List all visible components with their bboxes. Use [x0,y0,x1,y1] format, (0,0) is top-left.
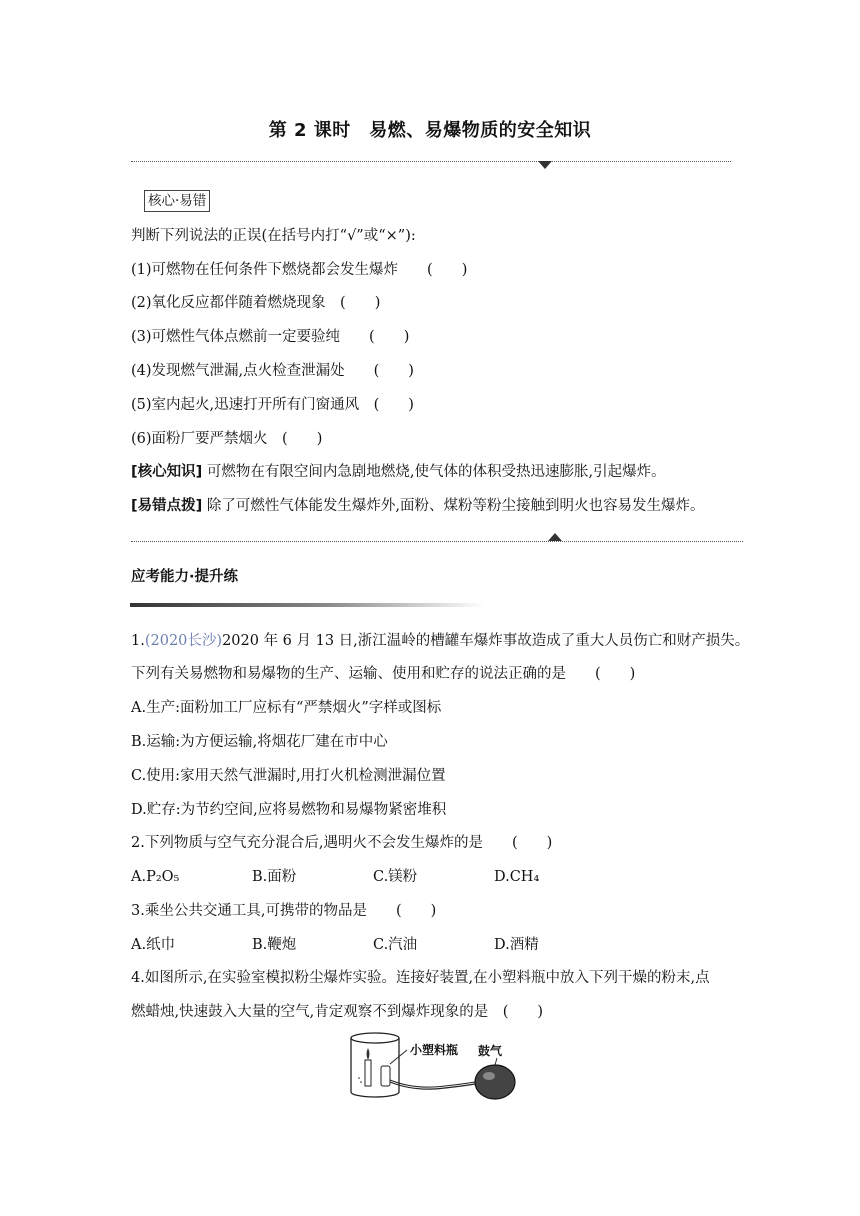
q2-option-b: B.面粉 [252,869,297,885]
section-divider [131,541,743,542]
judgement-item-2: (2)氧化反应都伴随着燃烧现象 ( ) [131,295,381,311]
q3-option-d: D.酒精 [494,937,539,953]
divider-marker-down [538,161,552,169]
core-knowledge [131,462,666,482]
error-tip-text: 除了可燃性气体能发生爆炸外,面粉、煤粉等粉尘接触到明火也容易发生爆炸。 [206,498,705,514]
judgement-item-6: (6)面粉厂要严禁烟火 ( ) [131,431,323,447]
section-label-practice: 应考能力·提升练 [131,569,239,585]
q1-option-d: D.贮存:为节约空间,应将易燃物和易爆物紧密堆积 [131,802,447,818]
judgement-item-1: (1)可燃物在任何条件下燃烧都会发生爆炸 ( ) [131,262,468,278]
figure-label-bottle: 小塑料瓶 [410,1043,459,1057]
q2-option-a: A.P₂O₅ [131,869,180,885]
q2-option-d: D.CH₄ [494,869,540,885]
q3-stem: 3.乘坐公共交通工具,可携带的物品是 ( ) [131,903,437,919]
apparatus-figure [345,1030,535,1105]
q3-option-a: A.纸巾 [131,937,176,953]
core-knowledge-label: [核心知识] [131,464,203,480]
q1-source: (2020长沙) [144,633,223,649]
figure-label-air: 鼓气 [478,1044,503,1058]
judgement-item-4: (4)发现燃气泄漏,点火检查泄漏处 ( ) [131,363,414,379]
q1-option-a: A.生产:面粉加工厂应标有“严禁烟火”字样或图标 [131,700,442,716]
q1-line2: 下列有关易燃物和易爆物的生产、运输、使用和贮存的说法正确的是 ( ) [131,666,636,682]
q1-line1 [131,631,749,651]
q4-line1: 4.如图所示,在实验室模拟粉尘爆炸实验。连接好装置,在小塑料瓶中放入下列干燥的粉末,点 [131,970,710,986]
q1-number: 1. [131,633,145,649]
judgement-item-5: (5)室内起火,迅速打开所有门窗通风 ( ) [131,397,414,413]
core-knowledge-text: 可燃物在有限空间内急剧地燃烧,使气体的体积受热迅速膨胀,引起爆炸。 [206,464,666,480]
section-label-core: 核心·易错 [144,190,210,212]
q2-option-c: C.镁粉 [373,869,418,885]
q3-option-b: B.鞭炮 [252,937,297,953]
instruction-text: 判断下列说法的正误(在括号内打“√”或“×”): [131,228,416,244]
q1-option-c: C.使用:家用天然气泄漏时,用打火机检测泄漏位置 [131,768,446,784]
error-tip [131,496,704,516]
q1-option-b: B.运输:为方便运输,将烟花厂建在市中心 [131,734,388,750]
title-divider [131,161,731,162]
judgement-item-3: (3)可燃性气体点燃前一定要验纯 ( ) [131,329,410,345]
q1-stem-part1: 2020 年 6 月 13 日,浙江温岭的槽罐车爆炸事故造成了重大人员伤亡和财产损失。 [222,633,750,649]
q3-option-c: C.汽油 [373,937,418,953]
error-tip-label: [易错点拨] [131,498,203,514]
q2-stem: 2.下列物质与空气充分混合后,遇明火不会发生爆炸的是 ( ) [131,835,553,851]
page-title: 第 2 课时 易燃、易爆物质的安全知识 [268,120,592,141]
q4-line2: 燃蜡烛,快速鼓入大量的空气,肯定观察不到爆炸现象的是 ( ) [131,1004,544,1020]
divider-marker-up [548,533,562,541]
section-underline [130,603,485,607]
